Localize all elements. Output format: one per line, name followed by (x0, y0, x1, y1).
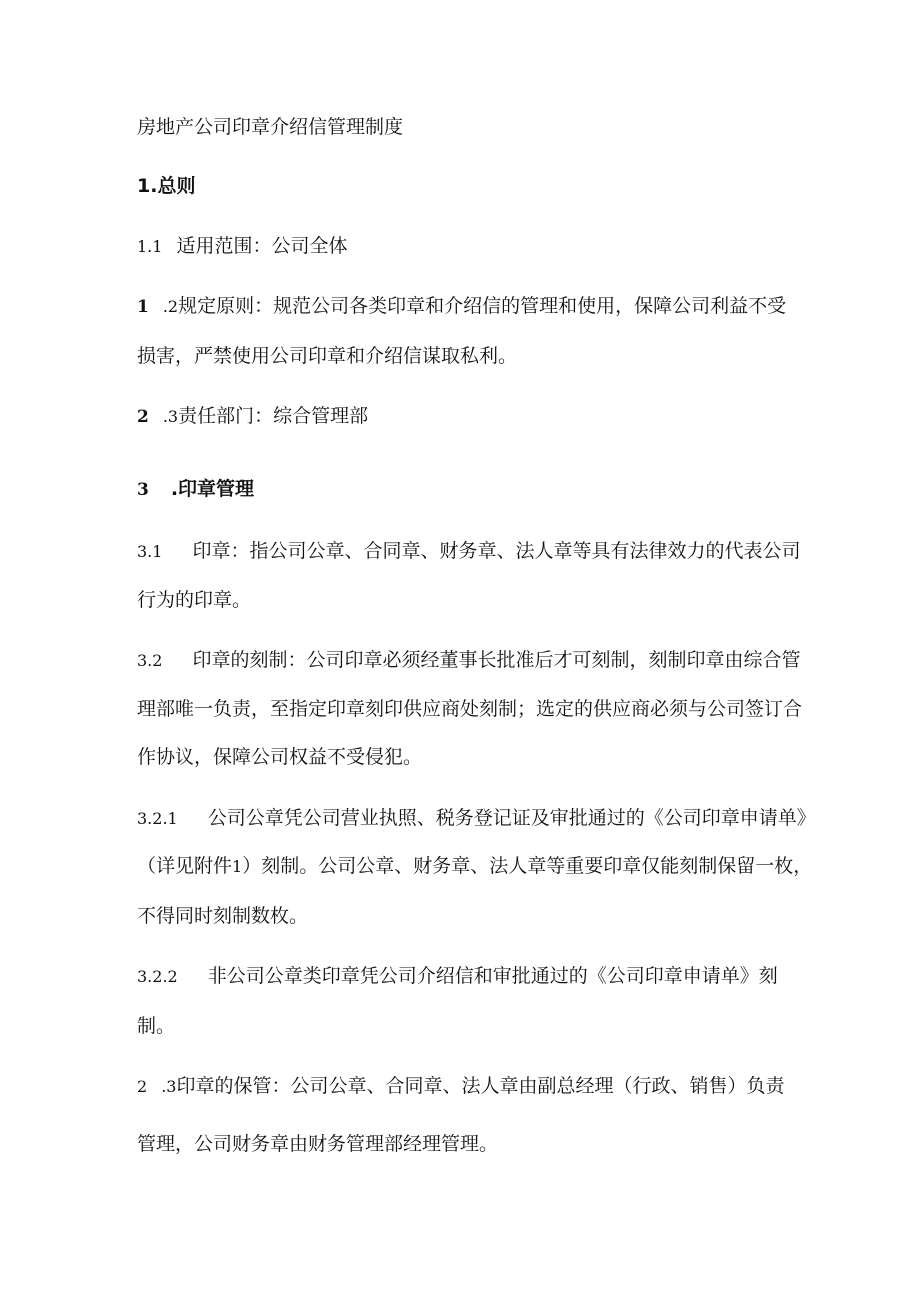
clause-3-3-line-2: 管理，公司财务章由财务管理部经理管理。 (137, 1133, 499, 1155)
clause-number: .3 (161, 1077, 177, 1096)
clause-number: 3.1 (137, 542, 163, 561)
clause-1-1 (137, 233, 347, 260)
clause-text: 印章：指公司公章、合同章、财务章、法人章等具有法律效力的代表公司 (192, 540, 801, 562)
clause-number: 3.2.1 (137, 809, 178, 828)
clause-text: 责任部门：综合管理部 (178, 405, 369, 427)
clause-3-2-2-line-1 (137, 963, 778, 990)
clause-text: ）刻制。公司公章、财务章、法人章等重要印章仅能刻制保留一枚， (242, 855, 813, 877)
clause-1-3 (137, 403, 368, 430)
clause-text: 规定原则：规范公司各类印章和介绍信的管理和使用，保障公司利益不受 (178, 295, 787, 317)
clause-3-2-line-3: 作协议，保障公司权益不受侵犯。 (137, 746, 423, 768)
clause-number: 2 (137, 407, 149, 427)
clause-number: .2 (162, 297, 179, 316)
clause-3-1-line-1 (137, 538, 800, 565)
section-3-heading (137, 476, 254, 503)
clause-3-2-line-2: 理部唯一负责，至指定印章刻印供应商处刻制；选定的供应商必须与公司签订合 (137, 698, 803, 720)
section-title: .印章管理 (170, 478, 255, 500)
clause-3-2-1-line-1 (137, 805, 816, 832)
attachment-number: 1 (232, 857, 243, 876)
clause-number: 1.1 (137, 237, 163, 256)
clause-1-2-line-2: 损害，严禁使用公司印章和介绍信谋取私利。 (137, 345, 518, 367)
clause-3-2-2-line-2: 制。 (137, 1015, 176, 1037)
clause-3-1-line-2: 行为的印章。 (137, 589, 252, 611)
clause-number: .3 (162, 407, 179, 426)
clause-3-2-line-1 (137, 647, 800, 674)
clause-text: 非公司公章类印章凭公司介绍信和审批通过的《公司印章申请单》刻 (207, 965, 778, 987)
clause-text: （详见附件 (137, 855, 233, 877)
clause-3-2-1-line-2 (137, 853, 812, 880)
clause-1-2-line-1 (137, 293, 786, 320)
section-number: 3 (137, 480, 149, 500)
document-title: 房地产公司印章介绍信管理制度 (137, 116, 404, 138)
clause-text: 印章的刻制：公司印章必须经董事长批准后才可刻制，刻制印章由综合管 (192, 649, 801, 671)
clause-number: 1 (137, 297, 149, 317)
clause-3-2-1-line-3: 不得同时刻制数枚。 (137, 905, 309, 927)
section-1-heading: 1.总则 (137, 175, 196, 197)
clause-text: 印章的保管：公司公章、合同章、法人章由副总经理（行政、销售）负责 (176, 1075, 785, 1097)
clause-text: 适用范围：公司全体 (176, 235, 348, 257)
clause-number: 3.2.2 (137, 967, 178, 986)
clause-number: 2 (137, 1077, 148, 1096)
clause-number: 3.2 (137, 651, 163, 670)
clause-text: 公司公章凭公司营业执照、税务登记证及审批通过的《公司印章申请单》 (207, 807, 816, 829)
clause-3-3-line-1 (137, 1073, 784, 1100)
